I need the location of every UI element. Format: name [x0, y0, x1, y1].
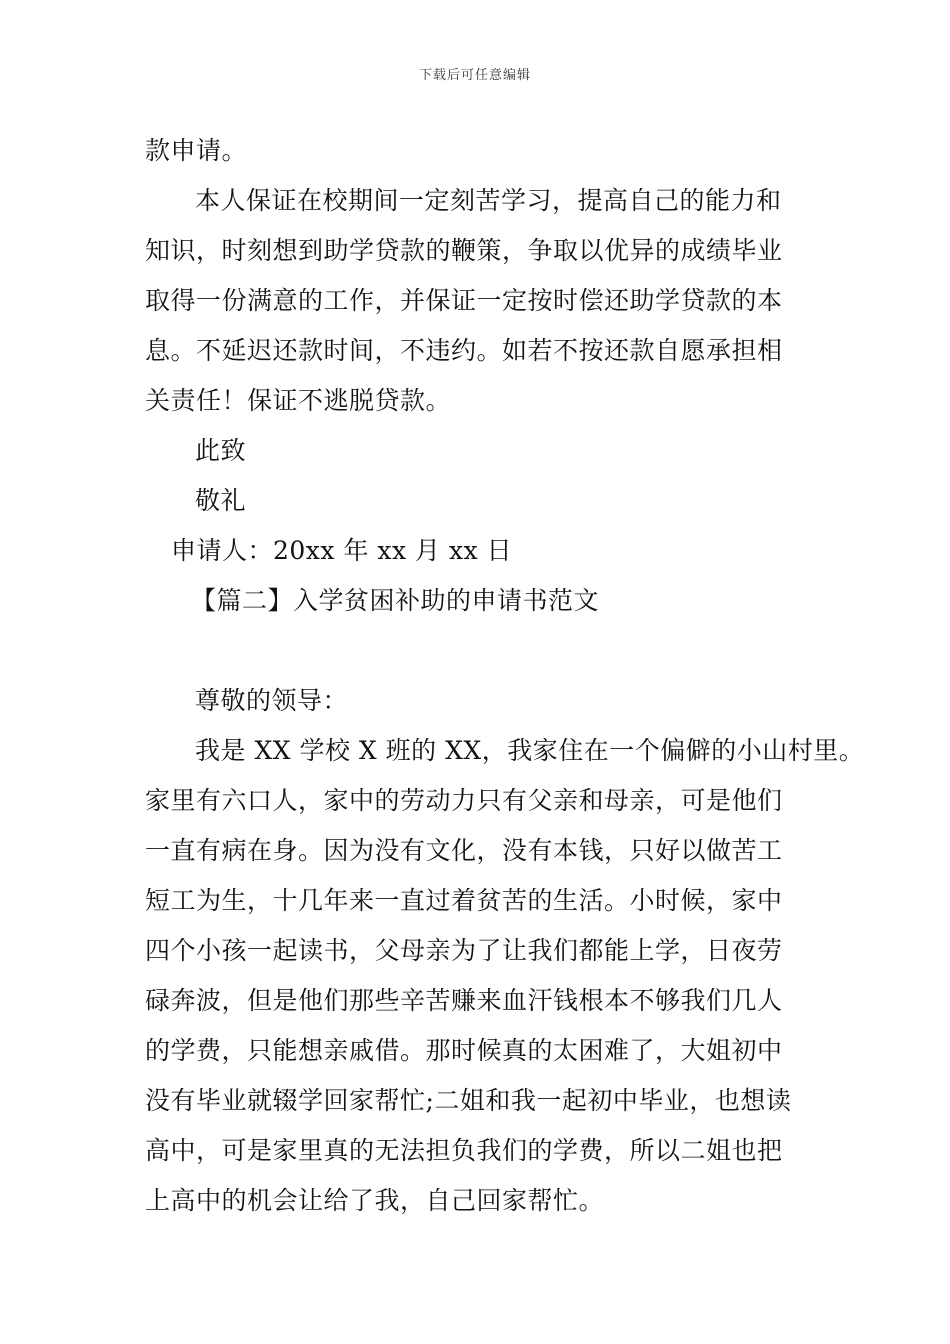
closing-line: 此致 — [195, 436, 247, 465]
blank-line — [145, 626, 825, 676]
paragraph-line: 短工为生，十几年来一直过着贫苦的生活。小时候，家中 — [145, 886, 783, 915]
signature-line: 申请人：20xx 年 xx 月 xx 日 — [171, 536, 513, 565]
paragraph-line: 取得一份满意的工作，并保证一定按时偿还助学贷款的本 — [145, 286, 783, 315]
paragraph-line: 本人保证在校期间一定刻苦学习，提高自己的能力和 — [195, 186, 782, 215]
paragraph-line: 没有毕业就辍学回家帮忙;二姐和我一起初中毕业，也想读 — [145, 1086, 792, 1115]
paragraph-line: 家里有六口人，家中的劳动力只有父亲和母亲，可是他们 — [145, 786, 783, 815]
paragraph-line: 息。不延迟还款时间，不违约。如若不按还款自愿承担相 — [145, 336, 783, 365]
closing-line: 敬礼 — [195, 486, 247, 515]
paragraph-line: 一直有病在身。因为没有文化，没有本钱，只好以做苦工 — [145, 836, 783, 865]
salutation: 尊敬的领导： — [195, 686, 349, 715]
paragraph-line: 上高中的机会让给了我，自己回家帮忙。 — [145, 1186, 605, 1215]
page-header-note: 下载后可任意编辑 — [418, 68, 531, 83]
paragraph-line: 知识，时刻想到助学贷款的鞭策，争取以优异的成绩毕业 — [145, 236, 783, 265]
paragraph-line: 四个小孩一起读书，父母亲为了让我们都能上学，日夜劳 — [145, 936, 783, 965]
document-body — [145, 126, 865, 1226]
paragraph-line: 我是 XX 学校 X 班的 XX，我家住在一个偏僻的小山村里。 — [195, 736, 865, 765]
paragraph-line: 关责任！保证不逃脱贷款。 — [145, 386, 452, 415]
paragraph-line: 款申请。 — [145, 136, 248, 165]
paragraph-line: 高中，可是家里真的无法担负我们的学费，所以二姐也把 — [145, 1136, 783, 1165]
paragraph-line: 的学费，只能想亲戚借。那时候真的太困难了，大姐初中 — [145, 1036, 783, 1065]
paragraph-line: 碌奔波，但是他们那些辛苦赚来血汗钱根本不够我们几人 — [145, 986, 783, 1015]
section-heading: 【篇二】入学贫困补助的申请书范文 — [191, 586, 600, 615]
